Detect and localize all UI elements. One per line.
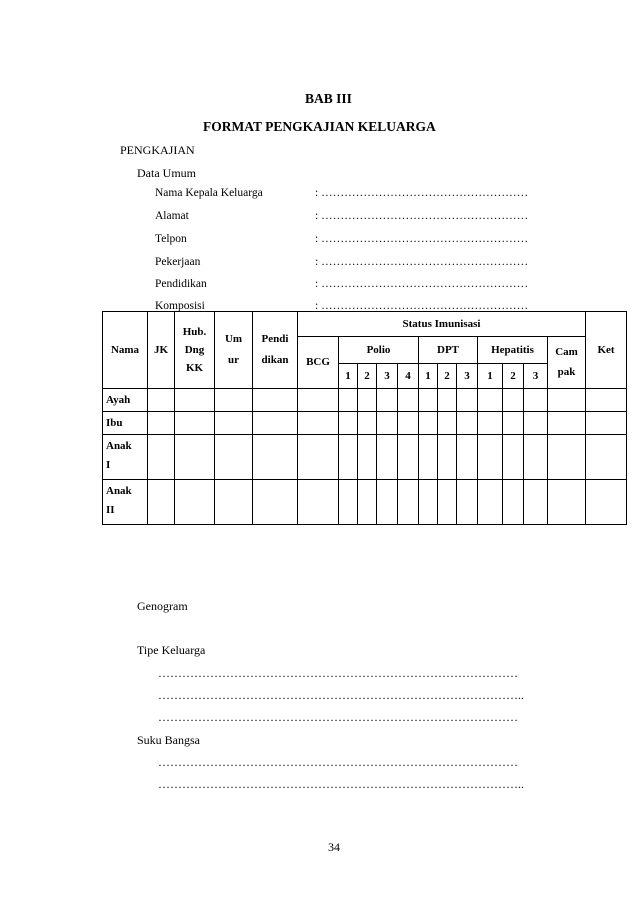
hepatitis-dose: 3 <box>524 364 548 389</box>
table-row <box>103 389 627 412</box>
row-label: Anak I <box>103 435 148 480</box>
polio-dose: 3 <box>377 364 398 389</box>
header-hub-dng-kk: Hub. Dng KK <box>175 312 215 389</box>
field-label: Pendidikan <box>155 278 207 290</box>
suku-bangsa-label: Suku Bangsa <box>137 733 200 747</box>
header-pendidikan: Pendi dikan <box>253 312 298 389</box>
header-jk: JK <box>148 312 175 389</box>
data-umum-heading: Data Umum <box>137 166 196 180</box>
dpt-dose: 1 <box>419 364 438 389</box>
header-polio: Polio <box>339 337 419 364</box>
dpt-dose: 2 <box>438 364 457 389</box>
polio-dose: 2 <box>358 364 377 389</box>
dpt-dose: 3 <box>457 364 478 389</box>
field-label: Nama Kepala Keluarga <box>155 187 263 199</box>
polio-dose: 1 <box>339 364 358 389</box>
field-value: : ……………………………………………… <box>315 233 529 245</box>
header-hepatitis: Hepatitis <box>478 337 548 364</box>
header-campak: Cam pak <box>548 337 586 389</box>
dotted-line: ……………………………………………………………………………… <box>158 755 518 769</box>
hepatitis-dose: 2 <box>503 364 524 389</box>
document-title: FORMAT PENGKAJIAN KELUARGA <box>203 119 436 134</box>
field-value: : ……………………………………………… <box>315 210 529 222</box>
dotted-line: ……………………………………………………………………………… <box>158 710 518 724</box>
field-value: : ……………………………………………… <box>315 300 529 312</box>
field-value: : ……………………………………………… <box>315 256 529 268</box>
dotted-line: ……………………………………………………………………………….. <box>158 777 524 791</box>
field-value: : ……………………………………………… <box>315 278 529 290</box>
field-label: Pekerjaan <box>155 256 201 268</box>
header-bcg: BCG <box>298 337 339 389</box>
genogram-label: Genogram <box>137 599 188 613</box>
tipe-keluarga-label: Tipe Keluarga <box>137 643 206 657</box>
family-immunization-table <box>102 311 627 525</box>
header-dpt: DPT <box>419 337 478 364</box>
field-label: Alamat <box>155 210 189 222</box>
hepatitis-dose: 1 <box>478 364 503 389</box>
header-ket: Ket <box>586 312 627 389</box>
field-label: Komposisi <box>155 300 205 312</box>
table-row <box>103 480 627 525</box>
header-umur: Um ur <box>215 312 253 389</box>
dotted-line: ……………………………………………………………………………….. <box>158 688 524 702</box>
page-number: 34 <box>328 840 340 854</box>
header-status-imunisasi: Status Imunisasi <box>298 312 586 337</box>
section-label: PENGKAJIAN <box>120 143 195 157</box>
chapter-heading: BAB III <box>305 91 352 106</box>
header-nama: Nama <box>103 312 148 389</box>
row-label: Ayah <box>103 389 148 412</box>
dotted-line: ……………………………………………………………………………… <box>158 666 518 680</box>
row-label: Ibu <box>103 412 148 435</box>
table-row <box>103 412 627 435</box>
table-row <box>103 435 627 480</box>
field-label: Telpon <box>155 233 187 245</box>
polio-dose: 4 <box>398 364 419 389</box>
row-label: Anak II <box>103 480 148 525</box>
field-value: : ……………………………………………… <box>315 187 529 199</box>
